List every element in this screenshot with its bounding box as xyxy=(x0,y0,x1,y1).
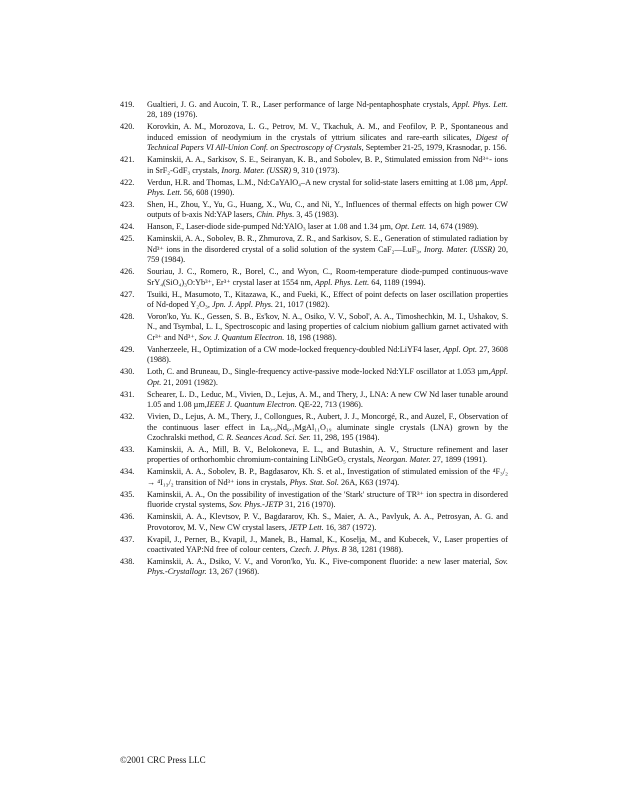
reference-authors: Kvapil, J., Perner, B., Kvapil, J., Manek, B., Hamal, K., Koselja, M., and Kubecek, V., xyxy=(147,534,445,544)
reference-item xyxy=(120,512,508,533)
reference-number: 434. xyxy=(120,467,135,477)
reference-citation: 20, 759 (1984). xyxy=(147,244,508,265)
reference-authors: Kaminskii, A. A., Sarkisov, S. E., Seiranyan, K. B., and Sobolev, B. P., xyxy=(147,155,385,165)
reference-citation: 18, 198 (1988). xyxy=(284,332,337,342)
reference-citation: 3, 45 (1983). xyxy=(294,210,339,220)
reference-item xyxy=(120,535,508,556)
reference-citation: 28, 189 (1976). xyxy=(147,110,198,120)
reference-title: Effect of point defects on laser oscillation properties of Nd-doped Y₂O₃, xyxy=(147,289,508,310)
reference-journal: Appl. Opt. xyxy=(147,367,508,387)
reference-item xyxy=(120,467,508,488)
reference-item xyxy=(120,445,508,466)
reference-journal: Inorg. Mater. (USSR) xyxy=(221,165,292,175)
reference-number: 435. xyxy=(120,489,135,499)
reference-item xyxy=(120,200,508,221)
reference-citation: 16, 387 (1972). xyxy=(323,522,377,532)
reference-number: 423. xyxy=(120,200,135,210)
reference-journal: JETP Lett. xyxy=(288,522,324,532)
reference-authors: Korovkin, A. M., Morozova, L. G., Petrov, M. V., Tkachuk, A. M., and Feofilov, P. P., xyxy=(147,122,451,132)
reference-journal: Jpn. J. Appl. Phys. xyxy=(211,300,273,310)
reference-journal: Appl. Phys. Lett. xyxy=(147,177,508,198)
reference-title: Structure refinement and laser properties of orthorhombic chromium-containing LiNbGeO₅ crystals, xyxy=(147,444,508,465)
reference-citation: 56, 608 (1990). xyxy=(181,188,235,198)
reference-journal: Chin. Phys. xyxy=(256,210,295,220)
reference-number: 422. xyxy=(120,177,135,187)
reference-journal: Neorgan. Mater. xyxy=(377,455,431,465)
reference-item xyxy=(120,290,508,311)
reference-title: Laser properties of coactivated YAP:Nd free of colour centers, xyxy=(147,534,508,554)
reference-item xyxy=(120,267,508,288)
reference-title: Single-frequency active-passive mode-locked Nd:YLF oscillator at 1.053 µm, xyxy=(234,367,491,377)
reference-authors: Schearer, L. D., Leduc, M., Vivien, D., Lejus, A. M., and Thery, J., xyxy=(147,389,370,399)
reference-citation: QE-22, 713 (1986). xyxy=(296,400,363,410)
reference-number: 429. xyxy=(120,344,135,354)
reference-number: 426. xyxy=(120,267,135,277)
reference-citation: 14, 674 (1989). xyxy=(426,222,479,232)
reference-authors: Shen, H., Zhou, Y., Yu, G., Huang, X., Wu, C., and Ni, Y., xyxy=(147,200,346,210)
reference-authors: Souriau, J. C., Romero, R., Borel, C., and Wyon, C., xyxy=(147,267,336,277)
reference-title: LNA: A new CW Nd laser tunable around 1.05 and 1.08 µm, xyxy=(147,389,508,410)
reference-authors: Voron'ko, Yu. K., Gessen, S. B., Es'kov, N. A., Osiko, V. V., Sobol', A. A., Timoshechkin, M. I., Ushakov, S. N., and Tsymbal, L. I., xyxy=(147,312,508,332)
reference-journal: Appl. Phys. Lett. xyxy=(314,277,370,287)
reference-journal: Sov. Phys.-JETP xyxy=(228,500,284,510)
reference-item xyxy=(120,390,508,411)
reference-number: 430. xyxy=(120,367,135,377)
reference-title: New CW crystal lasers, xyxy=(209,522,289,532)
reference-journal: Phys. Stat. Sol. xyxy=(289,477,339,487)
reference-citation: 64, 1189 (1994). xyxy=(369,277,426,287)
reference-citation: 31, 216 (1970). xyxy=(283,500,336,510)
reference-item xyxy=(120,367,508,388)
reference-authors: Vivien, D., Lejus, A. M., Thery, J., Collongues, R., Aubert, J. J., Moncorgé, R., and Auzel, F., xyxy=(147,412,459,422)
reference-journal: Sov. J. Quantum Electron. xyxy=(198,332,285,342)
reference-number: 427. xyxy=(120,289,135,299)
reference-authors: Verdun, H.R. and Thomas, L.M., xyxy=(147,177,258,187)
reference-item xyxy=(120,234,508,265)
reference-title: Observation of the continuous laser effect in La₀.₉Nd₀.₁MgAl₁₁O₁₉ aluminate single crystals (LNA) grown by the Czochralski method, xyxy=(147,412,509,442)
reference-list xyxy=(120,100,508,579)
reference-number: 428. xyxy=(120,312,135,322)
reference-citation: 27, 1899 (1991). xyxy=(430,455,488,465)
reference-citation: 38, 1281 (1988). xyxy=(346,544,404,554)
reference-number: 424. xyxy=(120,222,135,232)
reference-authors: Kaminskii, A. A., Dsiko, V. V., and Voron'ko, Yu. K., xyxy=(147,556,333,566)
reference-citation: 21, 1017 (1982). xyxy=(273,300,330,310)
reference-number: 436. xyxy=(120,512,135,522)
reference-title: Investigation of stimulated emission of the ⁴F₃/₂ → ⁴I₁₃/₂ transition of Nd³⁺ ions in crystals, xyxy=(147,467,508,487)
reference-title: Room-temperature diode-pumped continuous-wave SrY₄(SiO₄)₃O:Yb³⁺, Er³⁺ crystal laser at 1554 nm, xyxy=(147,267,508,287)
reference-item xyxy=(120,122,508,153)
reference-citation: 13, 267 (1968). xyxy=(206,567,260,577)
reference-title: Spectroscopic and lasing properties of calcium niobium gallium garnet activated with Cr³⁺ and Nd³⁺, xyxy=(147,322,508,342)
reference-authors: Tsuiki, H., Masumoto, T., Kitazawa, K., and Fueki, K., xyxy=(147,289,334,299)
reference-number: 420. xyxy=(120,122,135,132)
reference-citation: 9, 310 (1973). xyxy=(291,165,340,175)
reference-number: 431. xyxy=(120,389,135,399)
reference-number: 425. xyxy=(120,234,135,244)
reference-item xyxy=(120,345,508,366)
reference-title: Generation of stimulated radiation by Nd³⁺ ions in the disordered crystal of a solid solution of the system CaF₂—LuF₃, xyxy=(147,234,508,254)
reference-item xyxy=(120,222,508,232)
reference-title: Stimulated emission from Nd³⁺- ions in SrF₂-GdF₃ crystals, xyxy=(147,155,508,175)
reference-number: 432. xyxy=(120,412,135,422)
reference-authors: Kaminskii, A. A., Mill, B. V., Belokoneva, E. L., and Butashin, A. V., xyxy=(147,444,403,454)
reference-title: Five-component fluoride: a new laser material, xyxy=(332,556,495,566)
reference-journal: Opt. Lett. xyxy=(395,222,427,232)
reference-title: Optimization of a CW mode-locked frequency-doubled Nd:LiYF4 laser, xyxy=(203,344,444,354)
reference-item xyxy=(120,557,508,578)
reference-number: 419. xyxy=(120,100,135,109)
reference-citation: 11, 298, 195 (1984). xyxy=(310,432,380,442)
reference-journal: IEEE J. Quantum Electron. xyxy=(206,400,297,410)
reference-citation: 27, 3608 (1988). xyxy=(147,344,508,365)
reference-citation: , September 21-25, 1979, Krasnodar, p. 156. xyxy=(361,143,507,153)
reference-authors: Kaminskii, A. A., Sobolev, B. R., Zhmurova, Z. R., and Sarkisov, S. E., xyxy=(147,234,385,244)
reference-item xyxy=(120,178,508,199)
reference-journal: C. R. Seances Acad. Sci. Ser. xyxy=(216,432,311,442)
reference-number: 438. xyxy=(120,556,135,566)
reference-title: On the possibility of investigation of the 'Stark' structure of TR³⁺ ion spectra in disordered fluoride crystal systems, xyxy=(147,489,508,510)
reference-journal: Sov. Phys.-Crystallogr. xyxy=(147,556,508,577)
reference-authors: Loth, C. and Bruneau, D., xyxy=(147,367,235,377)
reference-authors: Hanson, F., xyxy=(147,222,187,232)
reference-title: Laser-diode side-pumped Nd:YAlO₃ laser at 1.08 and 1.34 µm, xyxy=(186,222,396,232)
reference-item xyxy=(120,490,508,511)
reference-number: 433. xyxy=(120,444,135,454)
reference-item xyxy=(120,155,508,176)
reference-title: Spontaneous and induced emission of neodymium in the crystals of yttrium silicates and rare-earth silicates, xyxy=(147,122,509,142)
reference-citation: 26A, K63 (1974). xyxy=(338,477,400,487)
reference-journal: Appl. Phys. Lett. xyxy=(452,100,508,109)
reference-authors: Gualtieri, J. G. and Aucoin, T. R., xyxy=(147,100,264,109)
reference-item xyxy=(120,100,508,121)
reference-journal: Digest of Technical Papers VI All-Union Conf. on Spectroscopy of Crystals xyxy=(147,132,509,153)
reference-title: Nd:CaYAlO₄–A new crystal for solid-state lasers emitting at 1.08 µm, xyxy=(257,177,491,187)
reference-journal: Appl. Opt. xyxy=(443,344,478,354)
reference-number: 437. xyxy=(120,534,135,544)
reference-authors: Kaminskii, A. A., Sobolev, B. P., Bagdasarov, Kh. S. et al., xyxy=(147,467,348,477)
reference-citation: 21, 2091 (1982). xyxy=(161,377,218,387)
reference-title: Laser performance of large Nd-pentaphosphate crystals, xyxy=(263,100,453,109)
reference-item xyxy=(120,412,508,443)
reference-authors: Kaminskii, A. A., xyxy=(147,489,208,499)
reference-title: Influences of thermal effects on high power CW outputs of b-axis Nd:YAP lasers, xyxy=(147,200,508,220)
reference-journal: Czech. J. Phys. B xyxy=(289,544,347,554)
reference-authors: Vanherzeele, H., xyxy=(147,344,204,354)
reference-item xyxy=(120,312,508,343)
reference-journal: Inorg. Mater. (USSR) xyxy=(423,244,496,254)
reference-authors: Kaminskii, A. A., Klevtsov, P. V., Bagdararov, Kh. S., Maier, A. A., Pavlyuk, A. A., Petrosyan, A. G. and Provotorov, M. V., xyxy=(147,512,508,532)
footer-copyright: ©2001 CRC Press LLC xyxy=(120,755,206,765)
reference-number: 421. xyxy=(120,155,135,165)
